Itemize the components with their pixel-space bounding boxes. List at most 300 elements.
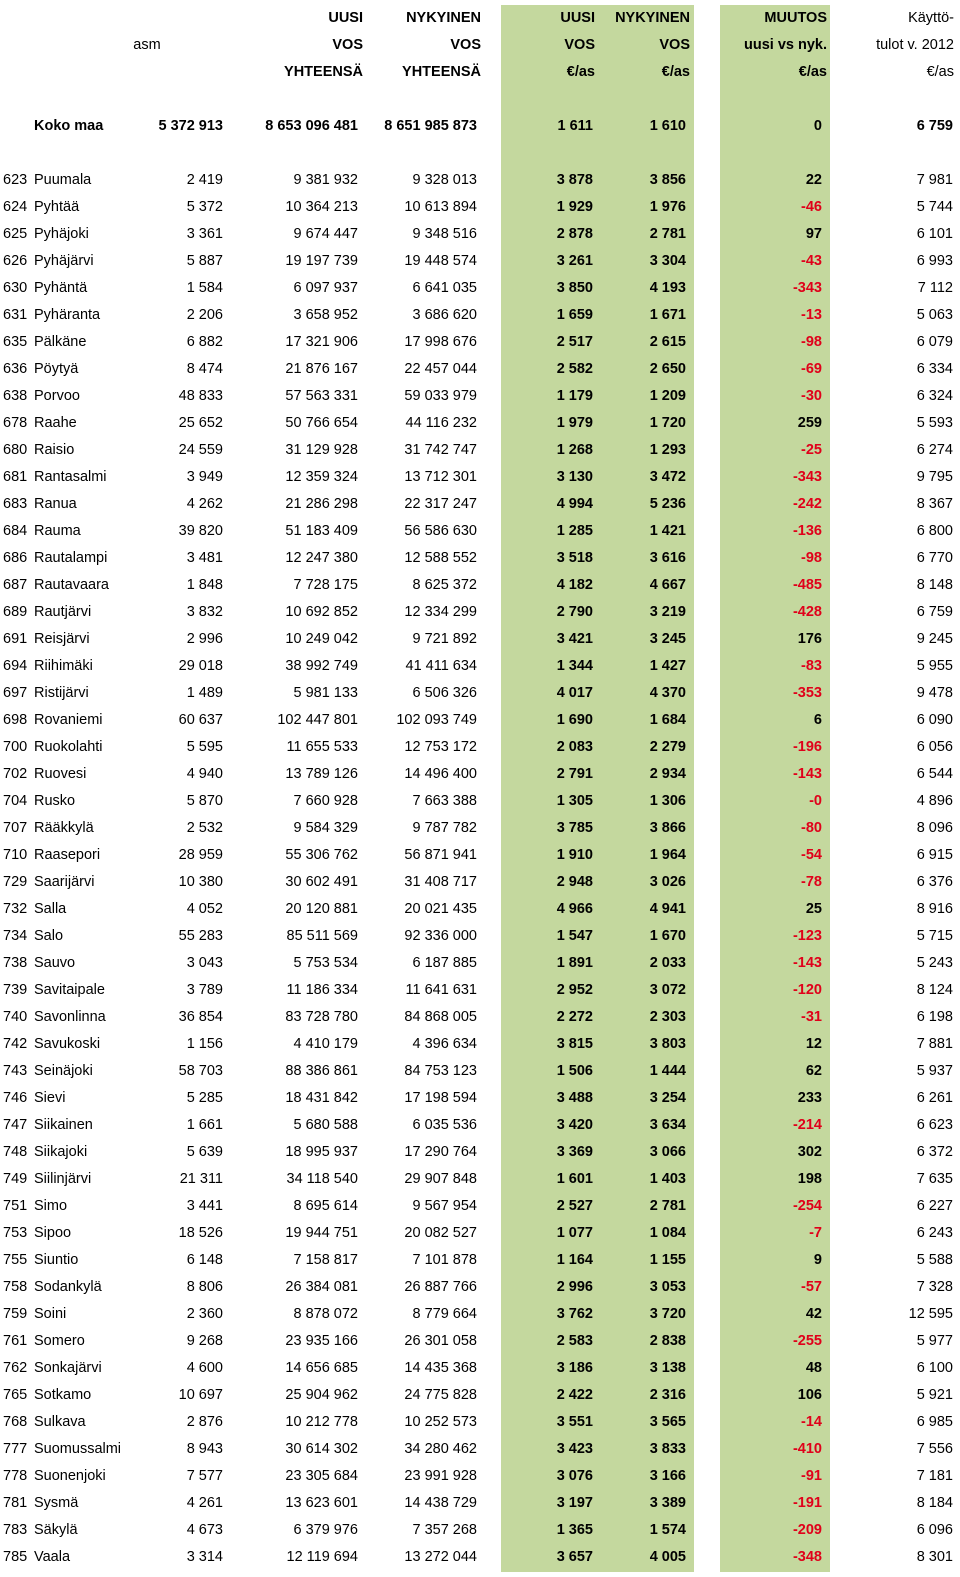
municipality-name: Ruovesi — [34, 766, 87, 782]
municipality-code: 729 — [3, 874, 28, 890]
header-cell: €/as — [798, 64, 827, 80]
municipality-code: 781 — [3, 1495, 28, 1511]
current-total: 13 272 044 — [404, 1549, 477, 1565]
header-cell — [120, 5, 174, 32]
new-total: 85 511 569 — [286, 928, 358, 944]
current-per-capita: 2 316 — [649, 1387, 686, 1403]
income: 6 101 — [916, 226, 953, 242]
population: 4 261 — [186, 1495, 223, 1511]
municipality-code: 635 — [3, 334, 28, 350]
current-total: 19 448 574 — [404, 253, 477, 269]
current-total: 23 991 928 — [404, 1468, 477, 1484]
municipality-code: 691 — [3, 631, 28, 647]
current-per-capita: 3 072 — [649, 982, 686, 998]
current-total: 31 742 747 — [404, 442, 477, 458]
current-per-capita: 3 219 — [649, 604, 686, 620]
income: 6 800 — [916, 523, 953, 539]
new-total: 88 386 861 — [285, 1063, 358, 1079]
current-per-capita: 1 684 — [649, 712, 686, 728]
table-row — [0, 1463, 960, 1490]
current-total: 7 357 268 — [412, 1522, 477, 1538]
income: 8 148 — [916, 577, 953, 593]
header-row — [0, 59, 960, 86]
income: 5 937 — [916, 1063, 953, 1079]
current-per-capita: 3 720 — [649, 1306, 686, 1322]
municipality-code: 698 — [3, 712, 28, 728]
header-cell — [120, 59, 174, 86]
income: 6 056 — [916, 739, 953, 755]
change: -83 — [801, 658, 822, 674]
header-cell: €/as — [661, 64, 690, 80]
income: 6 100 — [916, 1360, 953, 1376]
new-per-capita: 4 182 — [556, 577, 593, 593]
new-total: 6 379 976 — [293, 1522, 358, 1538]
new-per-capita: 2 527 — [556, 1198, 593, 1214]
income: 6 770 — [916, 550, 953, 566]
current-total: 14 438 729 — [404, 1495, 477, 1511]
income: 6 090 — [916, 712, 953, 728]
table-row — [0, 1193, 960, 1220]
new-total: 11 655 533 — [286, 739, 358, 755]
current-total: 6 641 035 — [412, 280, 477, 296]
income: 8 301 — [916, 1549, 953, 1565]
change: 9 — [813, 1252, 822, 1268]
new-total: 3 658 952 — [293, 307, 358, 323]
income: 5 715 — [916, 928, 953, 944]
current-per-capita: 2 650 — [649, 361, 686, 377]
population: 2 876 — [186, 1414, 223, 1430]
income: 5 955 — [916, 658, 953, 674]
new-total: 18 995 937 — [285, 1144, 358, 1160]
new-total: 9 584 329 — [293, 820, 358, 836]
municipality-code: 694 — [3, 658, 28, 674]
current-total: 9 328 013 — [412, 172, 477, 188]
new-total: 13 789 126 — [285, 766, 358, 782]
current-total: 10 613 894 — [404, 199, 477, 215]
change: -410 — [792, 1441, 822, 1457]
population: 36 854 — [178, 1009, 223, 1025]
income: 8 124 — [916, 982, 953, 998]
population: 5 870 — [186, 793, 223, 809]
current-per-capita: 2 615 — [649, 334, 686, 350]
table-row — [0, 383, 960, 410]
new-total: 19 197 739 — [285, 253, 358, 269]
current-total: 31 408 717 — [404, 874, 477, 890]
table-row — [0, 329, 960, 356]
change: -14 — [801, 1414, 822, 1430]
new-total: 19 944 751 — [285, 1225, 358, 1241]
new-per-capita: 3 657 — [556, 1549, 593, 1565]
new-per-capita: 2 791 — [556, 766, 593, 782]
municipality-name: Raisio — [34, 442, 75, 458]
population: 5 595 — [186, 739, 223, 755]
income: 7 635 — [916, 1171, 953, 1187]
municipality-code: 624 — [3, 199, 28, 215]
income: 5 921 — [916, 1387, 953, 1403]
table-row — [0, 275, 960, 302]
income: 8 367 — [916, 496, 953, 512]
municipality-code: 687 — [3, 577, 28, 593]
total-name: Koko maa — [34, 118, 104, 134]
population: 4 940 — [186, 766, 223, 782]
municipality-name: Ruokolahti — [34, 739, 103, 755]
new-total: 102 447 801 — [277, 712, 358, 728]
table-row — [0, 1382, 960, 1409]
new-per-capita: 1 285 — [556, 523, 593, 539]
new-per-capita: 1 077 — [556, 1225, 593, 1241]
table-row — [0, 221, 960, 248]
current-total: 102 093 749 — [396, 712, 477, 728]
municipality-code: 684 — [3, 523, 28, 539]
header-cell: Käyttö- — [908, 10, 954, 26]
table-row — [0, 1112, 960, 1139]
change: -69 — [801, 361, 822, 377]
table-row — [0, 599, 960, 626]
new-total: 10 364 213 — [285, 199, 358, 215]
current-per-capita: 3 616 — [649, 550, 686, 566]
current-per-capita: 2 279 — [649, 739, 686, 755]
population: 4 262 — [186, 496, 223, 512]
municipality-name: Pyhäntä — [34, 280, 88, 296]
change: -136 — [792, 523, 822, 539]
municipality-name: Saarijärvi — [34, 874, 95, 890]
table-row — [0, 1436, 960, 1463]
population: 21 311 — [179, 1171, 223, 1187]
current-total: 17 998 676 — [404, 334, 477, 350]
header-cell: VOS — [332, 37, 363, 53]
table-row — [0, 896, 960, 923]
municipality-name: Soini — [34, 1306, 67, 1322]
new-per-capita: 4 017 — [556, 685, 593, 701]
municipality-code: 739 — [3, 982, 28, 998]
municipality-code: 631 — [3, 307, 28, 323]
total-change: 0 — [813, 118, 822, 134]
change: 176 — [797, 631, 822, 647]
municipality-code: 755 — [3, 1252, 28, 1268]
change: -143 — [792, 955, 822, 971]
table-row — [0, 194, 960, 221]
municipality-code: 697 — [3, 685, 28, 701]
municipality-name: Sulkava — [34, 1414, 86, 1430]
income: 6 079 — [916, 334, 953, 350]
table-row — [0, 923, 960, 950]
income: 5 588 — [916, 1252, 953, 1268]
new-per-capita: 2 583 — [556, 1333, 593, 1349]
new-per-capita: 1 506 — [556, 1063, 593, 1079]
current-per-capita: 3 245 — [649, 631, 686, 647]
municipality-name: Vaala — [34, 1549, 71, 1565]
table-row — [0, 1328, 960, 1355]
table-row — [0, 491, 960, 518]
current-total: 22 457 044 — [404, 361, 477, 377]
header-cell: €/as — [566, 64, 595, 80]
table-row — [0, 167, 960, 194]
current-total: 9 787 782 — [412, 820, 477, 836]
municipality-name: Säkylä — [34, 1522, 78, 1538]
current-per-capita: 5 236 — [649, 496, 686, 512]
municipality-name: Puumala — [34, 172, 92, 188]
municipality-code: 758 — [3, 1279, 28, 1295]
income: 6 985 — [916, 1414, 953, 1430]
table-row — [0, 626, 960, 653]
new-per-capita: 2 422 — [556, 1387, 593, 1403]
income: 6 759 — [916, 604, 953, 620]
current-per-capita: 3 866 — [649, 820, 686, 836]
municipality-code: 740 — [3, 1009, 28, 1025]
municipality-code: 785 — [3, 1549, 28, 1565]
new-total: 7 660 928 — [293, 793, 358, 809]
change: -343 — [792, 280, 822, 296]
new-total: 26 384 081 — [285, 1279, 358, 1295]
municipality-name: Sysmä — [34, 1495, 79, 1511]
new-total: 25 904 962 — [285, 1387, 358, 1403]
change: -91 — [801, 1468, 822, 1484]
population: 5 887 — [186, 253, 223, 269]
population: 28 959 — [178, 847, 223, 863]
new-total: 5 981 133 — [293, 685, 358, 701]
municipality-name: Pälkäne — [34, 334, 87, 350]
current-per-capita: 4 370 — [649, 685, 686, 701]
change: -98 — [801, 550, 822, 566]
current-total: 11 641 631 — [405, 982, 477, 998]
income: 6 623 — [916, 1117, 953, 1133]
population: 55 283 — [178, 928, 223, 944]
change: -254 — [792, 1198, 822, 1214]
current-per-capita: 3 565 — [649, 1414, 686, 1430]
table-row — [0, 1004, 960, 1031]
change: -123 — [792, 928, 822, 944]
current-total: 17 290 764 — [404, 1144, 477, 1160]
new-per-capita: 2 790 — [556, 604, 593, 620]
municipality-code: 753 — [3, 1225, 28, 1241]
table-row — [0, 761, 960, 788]
change: -46 — [801, 199, 822, 215]
new-per-capita: 1 910 — [556, 847, 593, 863]
municipality-name: Siilinjärvi — [34, 1171, 92, 1187]
municipality-name: Suomussalmi — [34, 1441, 122, 1457]
total-row — [0, 113, 960, 140]
new-total: 10 692 852 — [285, 604, 358, 620]
current-per-capita: 1 421 — [649, 523, 686, 539]
new-total: 13 623 601 — [285, 1495, 358, 1511]
population: 3 314 — [186, 1549, 223, 1565]
new-per-capita: 4 994 — [556, 496, 593, 512]
municipality-code: 678 — [3, 415, 28, 431]
current-total: 84 753 123 — [404, 1063, 477, 1079]
municipality-code: 686 — [3, 550, 28, 566]
population: 4 673 — [186, 1522, 223, 1538]
change: 6 — [813, 712, 822, 728]
total-income: 6 759 — [916, 118, 953, 134]
change: -143 — [792, 766, 822, 782]
population: 2 996 — [186, 631, 223, 647]
income: 6 243 — [916, 1225, 953, 1241]
header-cell: tulot v. 2012 — [876, 37, 954, 53]
change: 12 — [805, 1036, 822, 1052]
change: -191 — [792, 1495, 822, 1511]
new-per-capita: 1 179 — [556, 388, 593, 404]
current-total: 3 686 620 — [412, 307, 477, 323]
municipality-name: Savitaipale — [34, 982, 105, 998]
municipality-name: Pyhäjoki — [34, 226, 89, 242]
population: 3 441 — [186, 1198, 223, 1214]
change: 62 — [805, 1063, 822, 1079]
income: 8 096 — [916, 820, 953, 836]
new-total: 8 695 614 — [293, 1198, 358, 1214]
new-per-capita: 1 164 — [556, 1252, 593, 1268]
current-per-capita: 1 403 — [649, 1171, 686, 1187]
new-per-capita: 2 952 — [556, 982, 593, 998]
table-row — [0, 572, 960, 599]
current-total: 56 871 941 — [404, 847, 477, 863]
new-per-capita: 3 488 — [556, 1090, 593, 1106]
current-per-capita: 2 934 — [649, 766, 686, 782]
change: -31 — [801, 1009, 822, 1025]
header-cell: VOS — [659, 37, 690, 53]
table-row — [0, 815, 960, 842]
income: 7 981 — [916, 172, 953, 188]
new-per-capita: 1 929 — [556, 199, 593, 215]
current-per-capita: 4 667 — [649, 577, 686, 593]
current-total: 17 198 594 — [404, 1090, 477, 1106]
population: 2 206 — [186, 307, 223, 323]
table-row — [0, 1355, 960, 1382]
new-per-capita: 3 878 — [556, 172, 593, 188]
table-row — [0, 950, 960, 977]
income: 6 372 — [916, 1144, 953, 1160]
new-per-capita: 3 518 — [556, 550, 593, 566]
change: 97 — [805, 226, 822, 242]
total-new-per: 1 611 — [557, 118, 593, 134]
change: -57 — [801, 1279, 822, 1295]
current-total: 14 496 400 — [404, 766, 477, 782]
municipality-code: 710 — [3, 847, 28, 863]
current-total: 12 588 552 — [404, 550, 477, 566]
municipality-name: Somero — [34, 1333, 85, 1349]
table-row — [0, 1139, 960, 1166]
change: -255 — [792, 1333, 822, 1349]
population: 7 577 — [186, 1468, 223, 1484]
new-total: 6 097 937 — [293, 280, 358, 296]
municipality-name: Siikainen — [34, 1117, 93, 1133]
income: 6 198 — [916, 1009, 953, 1025]
income: 6 274 — [916, 442, 953, 458]
municipality-code: 743 — [3, 1063, 28, 1079]
current-total: 20 082 527 — [404, 1225, 477, 1241]
population: 10 697 — [178, 1387, 223, 1403]
new-per-capita: 3 420 — [556, 1117, 593, 1133]
new-per-capita: 1 305 — [556, 793, 593, 809]
income: 6 376 — [916, 874, 953, 890]
current-total: 84 868 005 — [404, 1009, 477, 1025]
income: 8 184 — [916, 1495, 953, 1511]
municipality-name: Savukoski — [34, 1036, 101, 1052]
current-total: 6 506 326 — [412, 685, 477, 701]
current-per-capita: 3 304 — [649, 253, 686, 269]
new-per-capita: 2 878 — [556, 226, 593, 242]
municipality-name: Savonlinna — [34, 1009, 106, 1025]
current-per-capita: 1 670 — [649, 928, 686, 944]
municipality-name: Porvoo — [34, 388, 80, 404]
population: 60 637 — [178, 712, 223, 728]
income: 6 261 — [916, 1090, 953, 1106]
current-per-capita: 2 303 — [649, 1009, 686, 1025]
municipality-code: 777 — [3, 1441, 28, 1457]
change: -78 — [801, 874, 822, 890]
table-row — [0, 842, 960, 869]
new-per-capita: 1 601 — [556, 1171, 593, 1187]
current-total: 10 252 573 — [404, 1414, 477, 1430]
new-total: 83 728 780 — [285, 1009, 358, 1025]
municipality-name: Sievi — [34, 1090, 66, 1106]
current-per-capita: 3 254 — [649, 1090, 686, 1106]
population: 3 043 — [186, 955, 223, 971]
municipality-code: 749 — [3, 1171, 28, 1187]
municipality-name: Sotkamo — [34, 1387, 92, 1403]
municipality-code: 762 — [3, 1360, 28, 1376]
new-total: 17 321 906 — [285, 334, 358, 350]
table-row — [0, 680, 960, 707]
new-total: 12 359 324 — [285, 469, 358, 485]
population: 39 820 — [178, 523, 223, 539]
municipality-code: 636 — [3, 361, 28, 377]
total-cur-total: 8 651 985 873 — [384, 118, 477, 134]
table-row — [0, 707, 960, 734]
population: 5 285 — [186, 1090, 223, 1106]
new-per-capita: 3 850 — [556, 280, 593, 296]
current-total: 6 187 885 — [412, 955, 477, 971]
new-per-capita: 1 344 — [556, 658, 593, 674]
new-per-capita: 2 083 — [556, 739, 593, 755]
municipality-code: 681 — [3, 469, 28, 485]
current-per-capita: 4 941 — [649, 901, 686, 917]
change: -348 — [792, 1549, 822, 1565]
new-total: 21 286 298 — [285, 496, 358, 512]
total-new-total: 8 653 096 481 — [265, 118, 358, 134]
current-total: 29 907 848 — [404, 1171, 477, 1187]
population: 3 949 — [186, 469, 223, 485]
change: -209 — [792, 1522, 822, 1538]
change: 48 — [805, 1360, 822, 1376]
municipality-code: 778 — [3, 1468, 28, 1484]
header-cell: VOS — [450, 37, 481, 53]
income: 5 593 — [916, 415, 953, 431]
current-total: 22 317 247 — [404, 496, 477, 512]
current-total: 44 116 232 — [405, 415, 477, 431]
municipality-name: Rusko — [34, 793, 76, 809]
new-per-capita: 2 996 — [556, 1279, 593, 1295]
table-row — [0, 464, 960, 491]
municipality-code: 761 — [3, 1333, 28, 1349]
new-per-capita: 1 268 — [556, 442, 593, 458]
income: 7 181 — [916, 1468, 953, 1484]
current-per-capita: 1 084 — [649, 1225, 686, 1241]
current-per-capita: 1 209 — [649, 388, 686, 404]
current-total: 12 334 299 — [404, 604, 477, 620]
table-row — [0, 437, 960, 464]
new-total: 7 728 175 — [293, 577, 358, 593]
municipality-name: Rääkkylä — [34, 820, 94, 836]
new-per-capita: 3 197 — [556, 1495, 593, 1511]
population: 48 833 — [178, 388, 223, 404]
table-row — [0, 410, 960, 437]
current-per-capita: 2 781 — [649, 1198, 686, 1214]
change: -54 — [801, 847, 822, 863]
current-per-capita: 3 166 — [649, 1468, 686, 1484]
new-total: 14 656 685 — [285, 1360, 358, 1376]
population: 8 806 — [186, 1279, 223, 1295]
change: -30 — [801, 388, 822, 404]
